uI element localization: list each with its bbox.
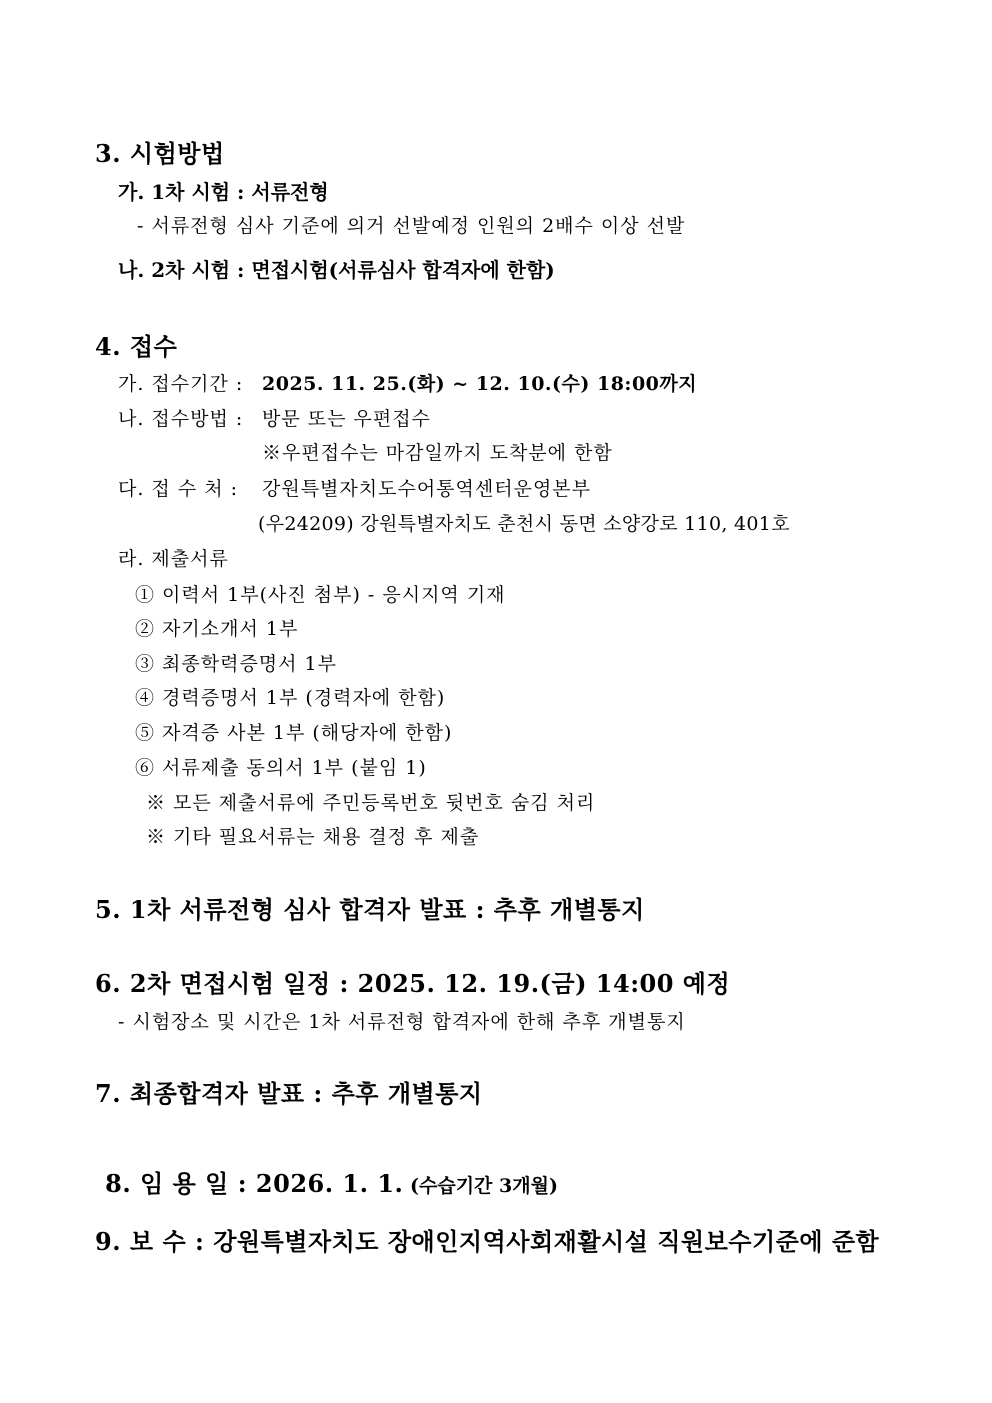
document-item: ② 자기소개서 1부 [135,618,299,640]
reception-period-value: 2025. 11. 25.(화) ~ 12. 10.(수) 18:00까지 [262,373,698,395]
document-item: ⑥ 서류제출 동의서 1부 (붙임 1) [135,757,427,779]
section-5-title: 5. 1차 서류전형 심사 합격자 발표 : 추후 개별통지 [95,895,645,924]
document-note: ※ 기타 필요서류는 채용 결정 후 제출 [146,826,480,848]
section-8-line [95,1156,558,1196]
section-8-title: 8. 임 용 일 : 2026. 1. 1. [105,1169,404,1198]
section-6-title: 6. 2차 면접시험 일정 : 2025. 12. 19.(금) 14:00 예정 [95,969,731,998]
document-item: ① 이력서 1부(사진 첨부) - 응시지역 기재 [135,584,506,606]
section-6-desc: - 시험장소 및 시간은 1차 서류전형 합격자에 한해 추후 개별통지 [118,1011,686,1033]
section-7-title: 7. 최종합격자 발표 : 추후 개별통지 [95,1079,483,1108]
reception-method-label: 나. 접수방법 : [118,408,251,430]
document-note: ※ 모든 제출서류에 주민등록번호 뒷번호 숨김 처리 [146,792,596,814]
document-item: ③ 최종학력증명서 1부 [135,653,337,675]
reception-place-address: (우24209) 강원특별자치도 춘천시 동면 소양강로 110, 401호 [258,513,790,535]
section-3-item-a: 가. 1차 시험 : 서류전형 [118,180,329,204]
document-item: ⑤ 자격증 사본 1부 (해당자에 한함) [135,722,453,744]
section-8-note: (수습기간 3개월) [403,1175,558,1197]
document-item: ④ 경력증명서 1부 (경력자에 한함) [135,687,446,709]
reception-method-note: ※우편접수는 마감일까지 도착분에 한함 [262,442,613,464]
required-documents-title: 라. 제출서류 [118,548,229,570]
section-3-item-b: 나. 2차 시험 : 면접시험(서류심사 합격자에 한함) [118,258,555,282]
section-9-title: 9. 보 수 : 강원특별자치도 장애인지역사회재활시설 직원보수기준에 준함 [95,1227,880,1256]
section-3-title: 3. 시험방법 [95,139,225,168]
reception-method-value: 방문 또는 우편접수 [262,408,431,430]
section-4-title: 4. 접수 [95,332,178,361]
section-3-item-a-desc: - 서류전형 심사 기준에 의거 선발예정 인원의 2배수 이상 선발 [137,215,686,237]
reception-place-value: 강원특별자치도수어통역센터운영본부 [262,478,592,500]
reception-place-label: 다. 접 수 처 : [118,478,246,500]
reception-period-label: 가. 접수기간 : [118,373,251,395]
